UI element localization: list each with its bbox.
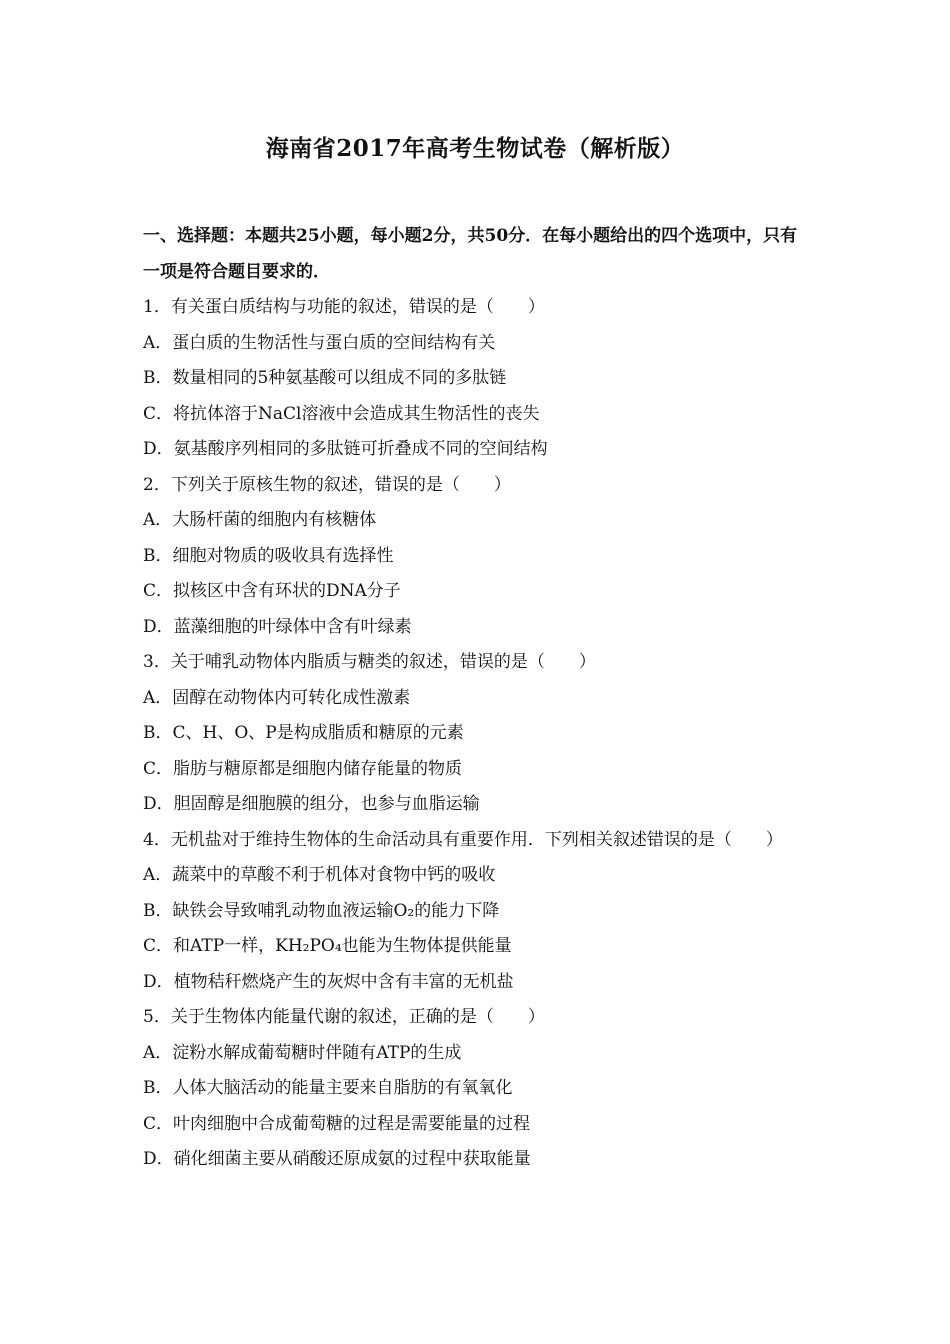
question-1-stem: 1．有关蛋白质结构与功能的叙述，错误的是（ ） bbox=[143, 297, 545, 317]
question-5-option-a: A．淀粉水解成葡萄糖时伴随有ATP的生成 bbox=[143, 1042, 462, 1063]
question-list bbox=[143, 218, 813, 1178]
question-1-option-c: C．将抗体溶于NaCl溶液中会造成其生物活性的丧失 bbox=[143, 403, 540, 424]
question-1-option-b: B．数量相同的5种氨基酸可以组成不同的多肽链 bbox=[143, 368, 507, 388]
question-3-option-d: D．胆固醇是细胞膜的组分，也参与血脂运输 bbox=[143, 794, 480, 814]
question-4-option-b: B．缺铁会导致哺乳动物血液运输O₂的能力下降 bbox=[143, 900, 500, 921]
question-2-option-c: C．拟核区中含有环状的DNA分子 bbox=[143, 581, 401, 601]
question-3-option-c: C．脂肪与糖原都是细胞内储存能量的物质 bbox=[143, 758, 463, 779]
question-4-stem: 4．无机盐对于维持生物体的生命活动具有重要作用．下列相关叙述错误的是（ ） bbox=[143, 829, 783, 850]
question-5-stem: 5．关于生物体内能量代谢的叙述，正确的是（ ） bbox=[143, 1007, 545, 1027]
question-2-option-b: B．细胞对物质的吸收具有选择性 bbox=[143, 545, 394, 566]
question-4-option-a: A．蔬菜中的草酸不利于机体对食物中钙的吸收 bbox=[143, 865, 496, 885]
question-2-stem: 2．下列关于原核生物的叙述，错误的是（ ） bbox=[143, 474, 511, 495]
question-3-stem: 3．关于哺乳动物体内脂质与糖类的叙述，错误的是（ ） bbox=[143, 652, 596, 672]
question-4-option-d: D．植物秸秆燃烧产生的灰烬中含有丰富的无机盐 bbox=[143, 971, 514, 992]
question-5-option-d: D．硝化细菌主要从硝酸还原成氨的过程中获取能量 bbox=[143, 1149, 531, 1169]
question-5-option-c: C．叶肉细胞中合成葡萄糖的过程是需要能量的过程 bbox=[143, 1113, 531, 1134]
question-3-option-b: B．C、H、O、P是构成脂质和糖原的元素 bbox=[143, 723, 464, 743]
document-title: 海南省2017年高考生物试卷（解析版） bbox=[265, 135, 685, 162]
question-2-option-d: D．蓝藻细胞的叶绿体中含有叶绿素 bbox=[143, 616, 412, 637]
question-3-option-a: A．固醇在动物体内可转化成性激素 bbox=[143, 687, 411, 708]
question-5-option-b: B．人体大脑活动的能量主要来自脂肪的有氧氧化 bbox=[143, 1078, 513, 1098]
section-header: 一、选择题：本题共25小题，每小题2分，共50分．在每小题给出的四个选项中，只有一项是符合题目要求的． bbox=[143, 226, 798, 282]
question-1-option-d: D．氨基酸序列相同的多肽链可折叠成不同的空间结构 bbox=[143, 439, 548, 459]
question-4-option-c: C．和ATP一样，KH₂PO₄也能为生物体提供能量 bbox=[143, 936, 512, 956]
question-1-option-a: A．蛋白质的生物活性与蛋白质的空间结构有关 bbox=[143, 332, 496, 353]
question-2-option-a: A．大肠杆菌的细胞内有核糖体 bbox=[143, 510, 377, 530]
